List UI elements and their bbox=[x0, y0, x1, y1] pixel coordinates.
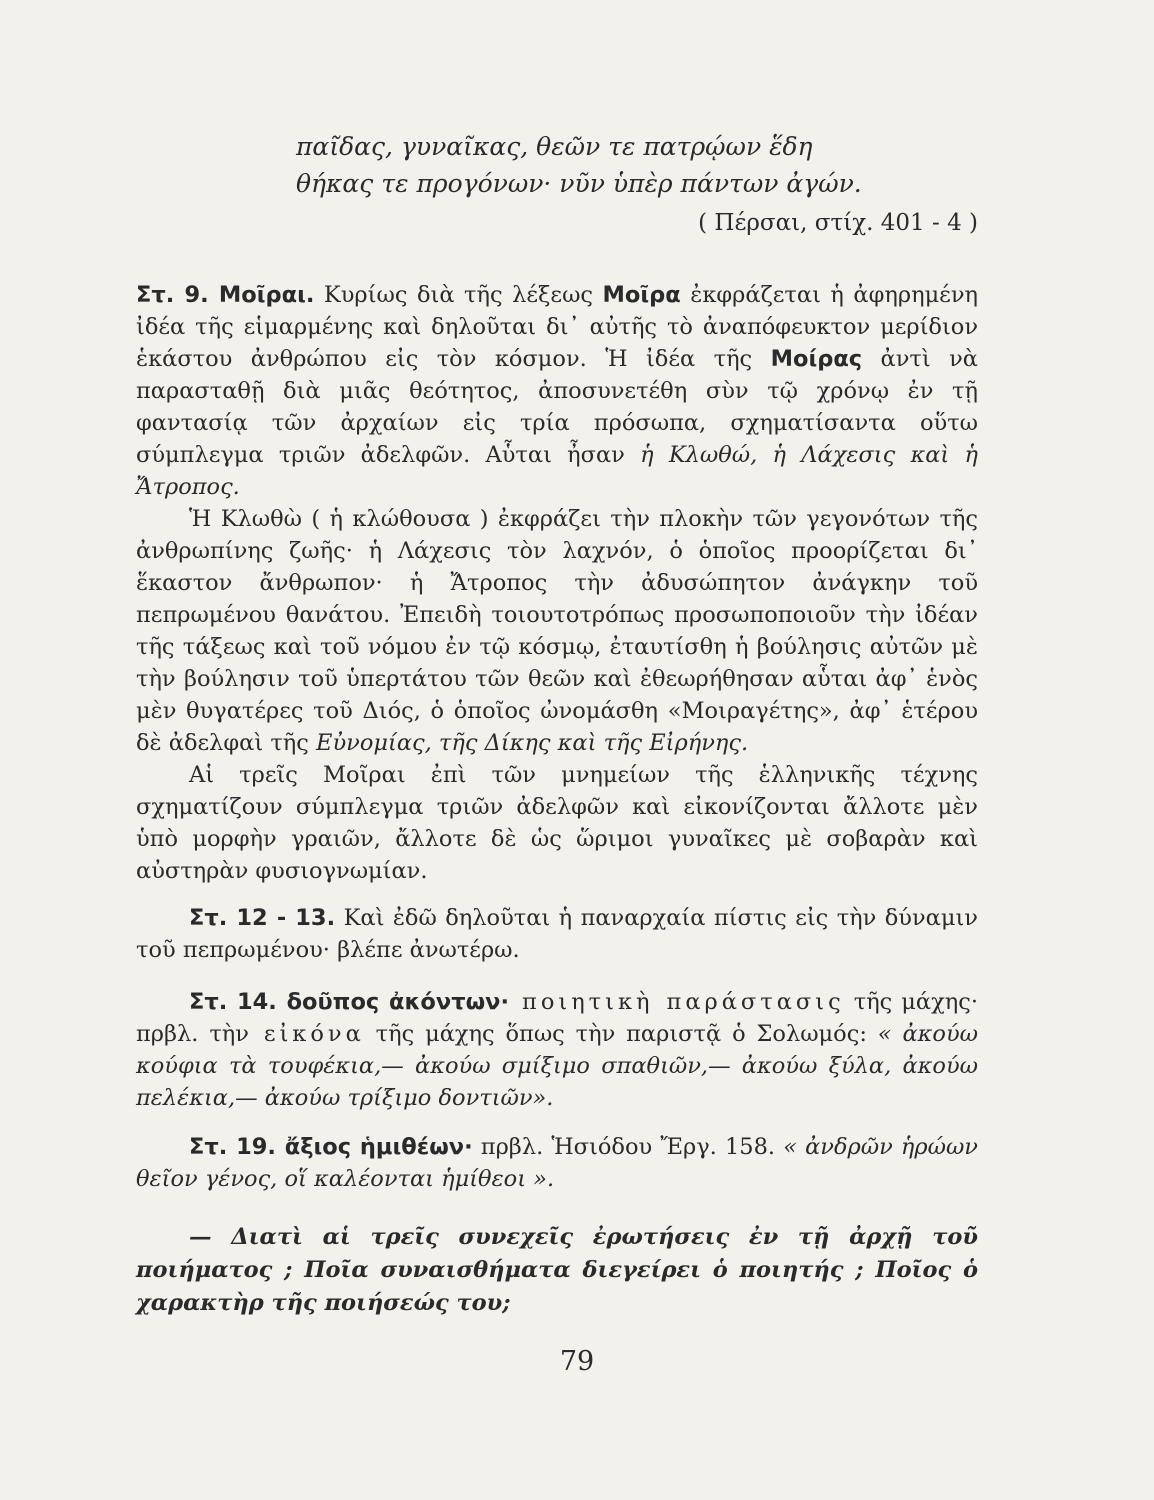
text-run: Ἡ Κλωθὼ ( ἡ κλώθουσα ) ἐκφράζει τὴν πλοκὴν τῶν γεγονότων τῆς ἀνθρωπίνης ζωῆς· ἡ Λάχεσις τὸν λαχνόν, ὁ ὁποῖος προορίζεται δι᾽ ἕκαστον ἄνθρωπον· ἡ Ἄτροπος τὴν ἀδυσώπητον ἀνάγκην τοῦ πεπρωμένου θανάτου. Ἐπειδὴ τοιουτοτρόπως προσωποποιοῦν τὴν ἰδέαν τῆς τάξεως καὶ τοῦ νόμου ἐν τῷ κόσμῳ, ἐταυτίσθη ἡ βούλησις αὐτῶν μὲ τὴν βούλησιν τοῦ ὑπερτάτου τῶν θεῶν καὶ ἐθεωρήθησαν αὗται ἀφ᾽ ἑνὸς μὲν θυγατέρες τοῦ Διός, ὁ ὁποῖος ὠνομάσθη «Μοιραγέτης», ἀφ᾽ ἑτέρου δὲ ἀδελφαὶ τῆς bbox=[136, 506, 978, 756]
verse-line-2: θήκας τε προγόνων· νῦν ὑπὲρ πάντων ἀγών. bbox=[296, 169, 862, 198]
verse-quote bbox=[296, 128, 996, 202]
sisters-names: Εὐνομίας, τῆς Δίκης καὶ τῆς Εἰρήνης. bbox=[316, 730, 749, 756]
term-moiras: Μοίρας bbox=[770, 346, 863, 372]
text-run: πρβλ. Ἡσιόδου Ἔργ. 158. bbox=[472, 1134, 784, 1160]
paragraph-st19 bbox=[136, 1131, 978, 1195]
paragraph-art: Αἱ τρεῖς Μοῖραι ἐπὶ τῶν μνημείων τῆς ἑλληνικῆς τέχνης σχηματίζουν σύμπλεγμα τριῶν ἀδελφῶν καὶ εἰκονίζονται ἄλλοτε μὲν ὑπὸ μορφὴν γραιῶν, ἄλλοτε δὲ ὡς ὥριμοι γυναῖκες μὲ σοβαρὰν καὶ αὐστηρὰν φυσιογνωμίαν. bbox=[136, 762, 978, 884]
term-axios: ἄξιος ἡμιθέων· bbox=[275, 1134, 473, 1160]
section-st9 bbox=[136, 279, 978, 887]
hesiod-quote: « ἀνδρῶν ἡρώων θεῖον γένος, οἵ καλέονται ἡμίθεοι ». bbox=[136, 1134, 978, 1192]
text-run: Καὶ ἐδῶ δηλοῦται ἡ παναρχαία πίστις εἰς τὴν δύναμιν τοῦ πεπρωμένου· βλέπε ἀνωτέρω. bbox=[136, 905, 978, 963]
paragraph-st14 bbox=[136, 986, 978, 1114]
moirai-names: ἡ Κλωθώ, ἡ Λάχεσις καὶ ἡ Ἄτροπος. bbox=[136, 442, 978, 500]
text-run: Κυρίως διὰ τῆς λέξεως bbox=[314, 282, 603, 308]
section-label: Στ. 19. bbox=[189, 1134, 276, 1160]
term-doupos: δοῦπος ἀκόντων· bbox=[276, 989, 510, 1015]
text-run: ἐκφράζεται ἡ ἀφηρημένη ἰδέα τῆς εἱμαρμένης καὶ δηλοῦται δι᾽ αὐτῆς τὸ ἀναπόφευκτον μερίδιον ἑκάστου ἀνθρώπου εἰς τὸν κόσμον. Ἡ ἰδέα τῆς bbox=[136, 282, 979, 372]
solomos-quote: « ἀκούω κούφια τὰ τουφέκια,— ἀκούω σμίξιμο σπαθιῶν,— ἀκούω ξύλα, ἀκούω πελέκια,— ἀκούω τρίξιμο δοντιῶν». bbox=[136, 1021, 978, 1111]
section-st14 bbox=[136, 986, 978, 1114]
section-label: Στ. 9. Μοῖραι. bbox=[136, 282, 315, 308]
spaced-phrase: ποιητικὴ παράστασις bbox=[509, 989, 845, 1015]
term-moira: Μοῖρα bbox=[602, 282, 681, 308]
section-label: Στ. 12 - 13. bbox=[189, 905, 336, 931]
study-question: — Διατὶ αἱ τρεῖς συνεχεῖς ἐρωτήσεις ἐν τῇ ἀρχῇ τοῦ ποιήματος ; Ποῖα συναισθήματα διεγείρει ὁ ποιητής ; Ποῖος ὁ χαρακτὴρ τῆς ποιήσεώς του; bbox=[136, 1224, 978, 1316]
text-run: τῆς μάχης· πρβλ. τὴν bbox=[136, 989, 978, 1047]
section-label: Στ. 14. bbox=[189, 989, 277, 1015]
section-st19 bbox=[136, 1131, 978, 1195]
text-run: ἀντὶ νὰ παρασταθῇ διὰ μιᾶς θεότητος, ἀποσυνετέθη σὺν τῷ χρόνῳ ἐν τῇ φαντασίᾳ τῶν ἀρχαίων εἰς τρία πρόσωπα, σχηματίσαντα οὕτω σύμπλεγμα τριῶν ἀδελφῶν. Αὗται ἦσαν bbox=[136, 346, 978, 468]
paragraph-st12 bbox=[136, 902, 978, 966]
verse-citation: ( Πέρσαι, στίχ. 401 - 4 ) bbox=[698, 210, 978, 236]
paragraph-moirai bbox=[136, 279, 978, 503]
text-run: τῆς μάχης ὅπως τὴν παριστᾷ ὁ Σολωμός: bbox=[364, 1021, 878, 1047]
paragraph-klotho bbox=[136, 503, 978, 759]
verse-line-1: παῖδας, γυναῖκας, θεῶν τε πατρῴων ἕδη bbox=[296, 132, 813, 161]
section-st12 bbox=[136, 902, 978, 966]
page-number: 79 bbox=[559, 1346, 595, 1377]
spaced-word: εἰκόνα bbox=[248, 1021, 365, 1047]
